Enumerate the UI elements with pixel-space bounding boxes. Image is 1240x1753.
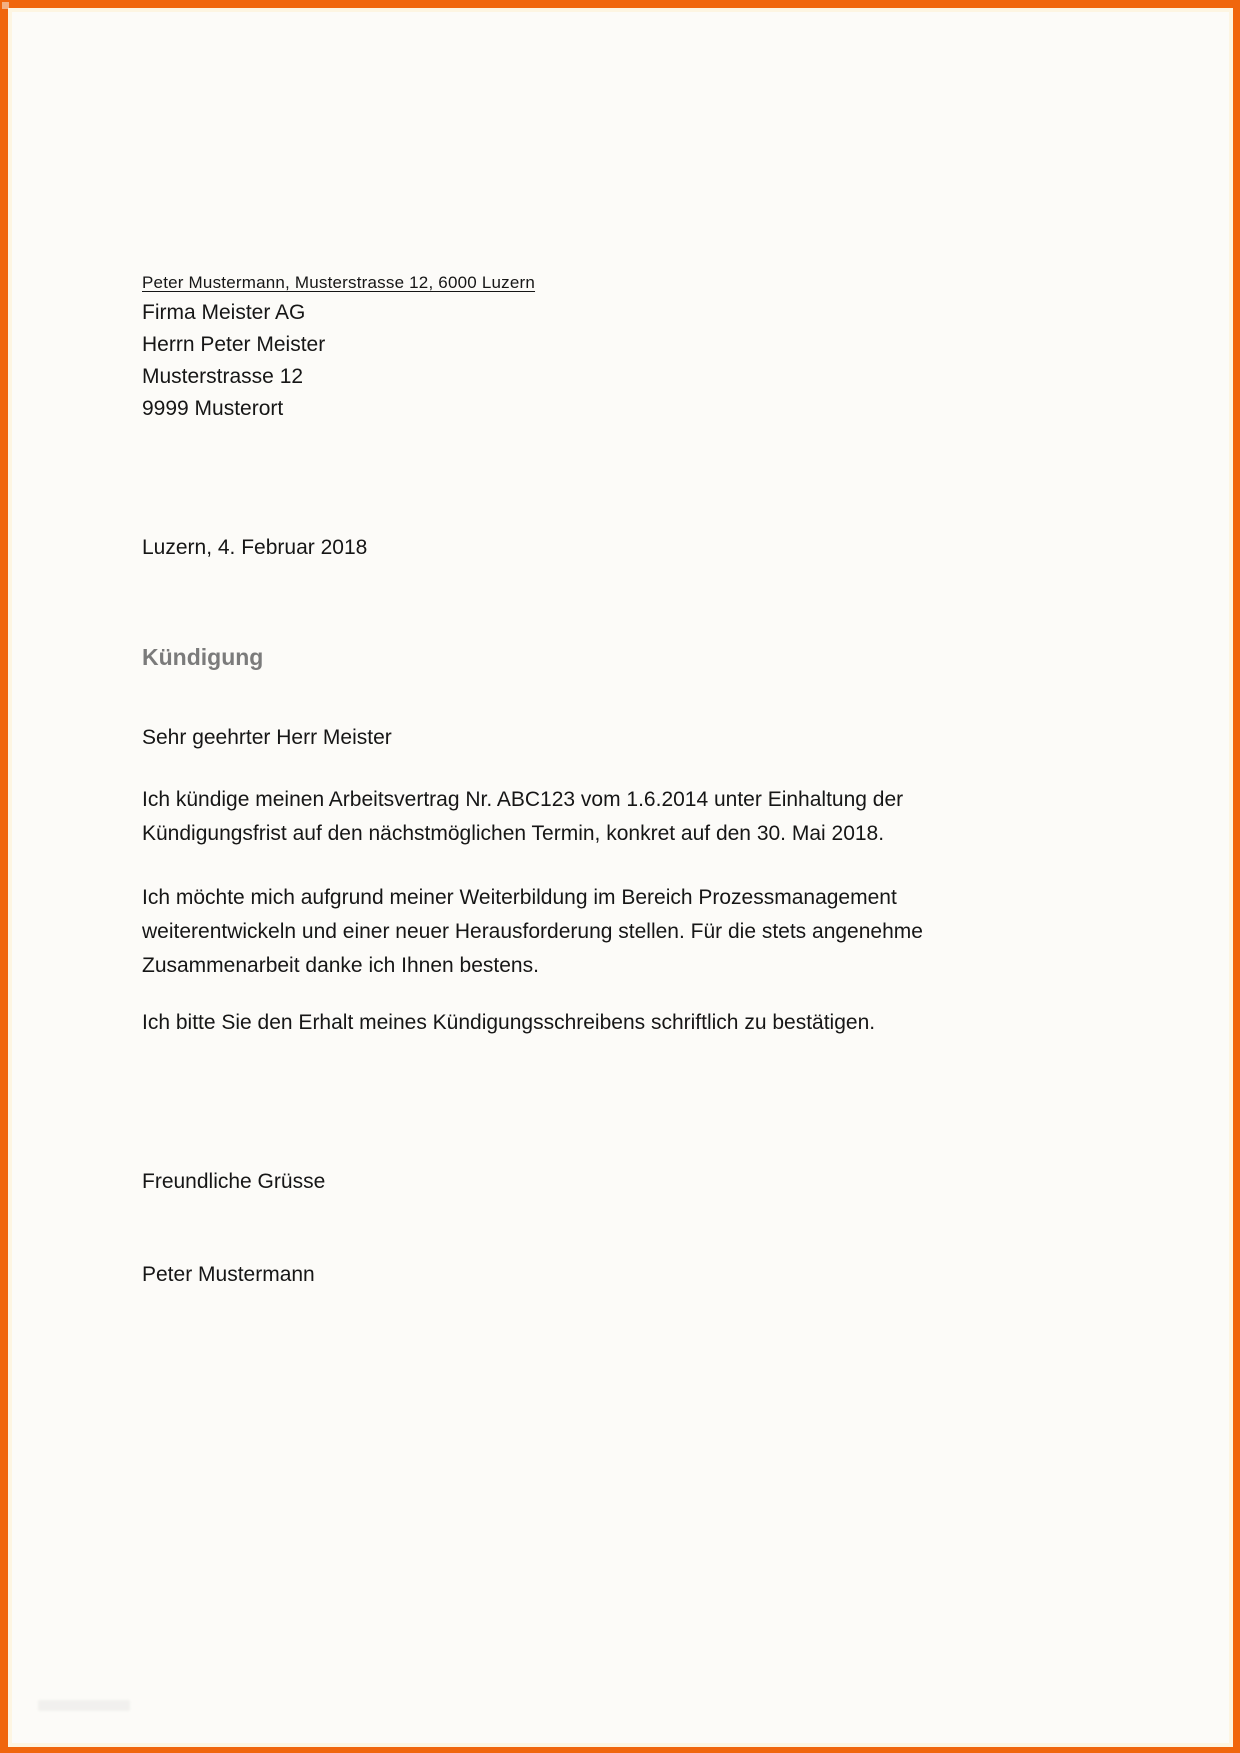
recipient-city: 9999 Musterort	[142, 397, 284, 420]
signature-name: Peter Mustermann	[142, 1263, 315, 1286]
subject-heading: Kündigung	[142, 644, 264, 670]
body-paragraph-reason: Ich möchte mich aufgrund meiner Weiterbildung im Bereich Prozessmanagement weiterentwickeln und einer neuer Herausforderung stellen. Für die stets angenehme Zusammenarbeit danke ich Ihnen bestens.	[142, 886, 923, 977]
body-paragraph-termination: Ich kündige meinen Arbeitsvertrag Nr. ABC123 vom 1.6.2014 unter Einhaltung der Kündigungsfrist auf den nächstmöglichen Termin, konkret auf den 30. Mai 2018.	[142, 788, 904, 845]
recipient-company: Firma Meister AG	[142, 301, 306, 324]
body-paragraph-confirmation-request: Ich bitte Sie den Erhalt meines Kündigungsschreibens schriftlich zu bestätigen.	[142, 1011, 876, 1034]
salutation-line: Sehr geehrter Herr Meister	[142, 726, 392, 749]
sender-address-line: Peter Mustermann, Musterstrasse 12, 6000 Luzern	[142, 273, 536, 292]
recipient-person: Herrn Peter Meister	[142, 333, 326, 356]
place-date-line: Luzern, 4. Februar 2018	[142, 536, 368, 559]
faint-watermark	[38, 1700, 130, 1711]
closing-line: Freundliche Grüsse	[142, 1170, 326, 1193]
corner-notch	[2, 2, 9, 9]
recipient-address-block	[142, 297, 325, 425]
recipient-street: Musterstrasse 12	[142, 365, 304, 388]
